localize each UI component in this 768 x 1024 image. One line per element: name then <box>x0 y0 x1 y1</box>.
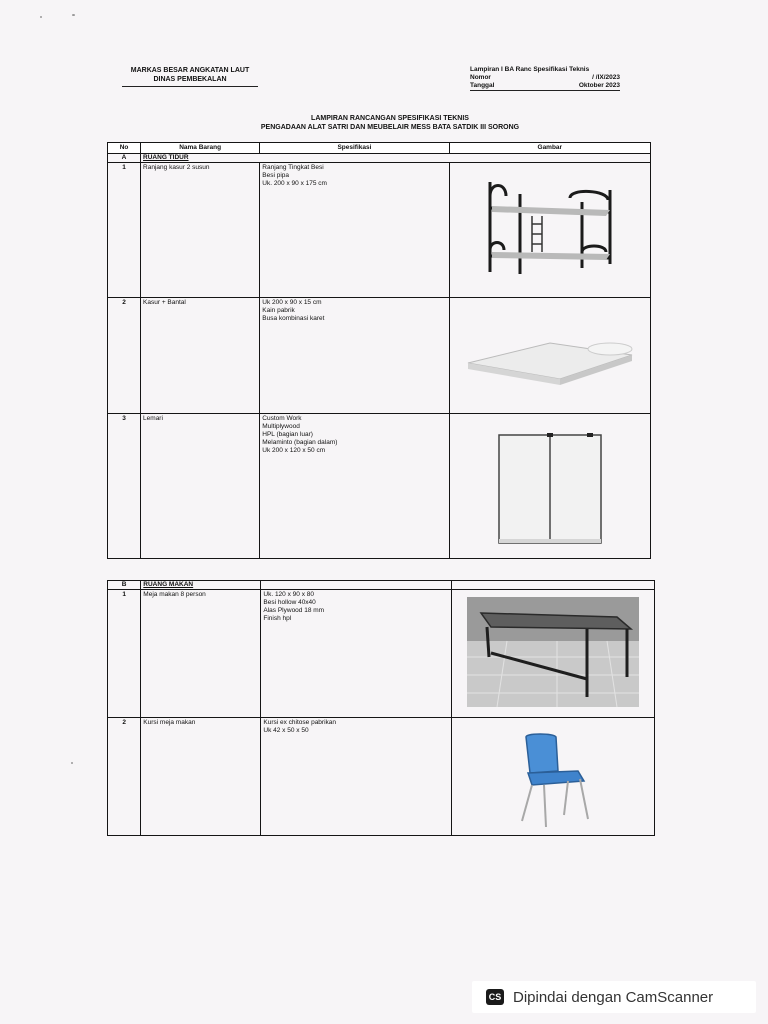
number-label: Nomor <box>470 74 491 81</box>
spec-table-dining-room <box>107 580 655 836</box>
spec-line: Besi hollow 40x40 <box>263 599 316 606</box>
row-number: 2 <box>108 298 141 414</box>
item-spec <box>261 718 452 836</box>
table-row <box>108 163 651 298</box>
spec-line: Uk 200 x 120 x 50 cm <box>262 447 326 454</box>
item-name: Ranjang kasur 2 susun <box>141 163 260 298</box>
row-number: 1 <box>108 590 141 718</box>
scan-speck <box>71 762 73 764</box>
bunk-bed-image <box>470 172 630 282</box>
item-spec <box>260 414 449 559</box>
item-image-cell <box>452 718 655 836</box>
header-org-line1: MARKAS BESAR ANGKATAN LAUT <box>130 67 250 74</box>
title-line2: PENGADAAN ALAT SATRI DAN MEUBELAIR MESS BATA SATDIK III SORONG <box>260 124 520 131</box>
dining-table-image <box>467 597 639 707</box>
date-value: Oktober 2023 <box>578 82 620 89</box>
item-image-cell <box>452 590 655 718</box>
spec-line: Busa kombinasi karet <box>262 315 325 322</box>
scan-speck <box>72 14 75 16</box>
item-name: Kursi meja makan <box>141 718 261 836</box>
mattress-image <box>460 321 640 391</box>
item-name: Meja makan 8 person <box>141 590 261 718</box>
section-row-b <box>108 581 655 590</box>
table-row <box>108 590 655 718</box>
header-spec: Spesifikasi <box>260 143 449 154</box>
spec-line: Uk. 200 x 90 x 175 cm <box>262 180 327 187</box>
section-letter: A <box>108 154 141 163</box>
spec-line: Finish hpl <box>263 615 292 622</box>
section-label: RUANG MAKAN <box>141 581 261 590</box>
table-row <box>108 298 651 414</box>
section-empty-cell <box>452 581 655 590</box>
table-header-row <box>108 143 651 154</box>
spec-line: Uk 200 x 90 x 15 cm <box>262 299 322 306</box>
number-value: / /IX/2023 <box>592 74 620 81</box>
spec-line: Multiplywood <box>262 423 300 430</box>
dining-chair-image <box>508 731 598 831</box>
header-name: Nama Barang <box>141 143 260 154</box>
spec-table-sleeping-room <box>107 142 651 559</box>
spec-line: Custom Work <box>262 415 302 422</box>
header-right <box>470 66 620 91</box>
row-number: 3 <box>108 414 141 559</box>
spec-line: Melaminto (bagian dalam) <box>262 439 338 446</box>
item-name: Kasur + Bantal <box>141 298 260 414</box>
spec-line: Kain pabrik <box>262 307 295 314</box>
item-spec <box>260 163 449 298</box>
table-row <box>108 414 651 559</box>
item-spec <box>260 298 449 414</box>
item-image-cell <box>449 298 650 414</box>
row-number: 2 <box>108 718 141 836</box>
wardrobe-image <box>495 429 605 549</box>
header-number <box>470 74 620 82</box>
attachment-label: Lampiran I BA Ranc Spesifikasi Teknis <box>470 66 590 73</box>
camscanner-watermark <box>472 981 756 1013</box>
spec-line: Uk. 120 x 90 x 80 <box>263 591 314 598</box>
header-org-line2: DINAS PEMBEKALAN <box>153 76 227 83</box>
spec-line: Kursi ex chitose pabrikan <box>263 719 337 726</box>
item-image-cell <box>449 414 650 559</box>
item-name: Lemari <box>141 414 260 559</box>
date-label: Tanggal <box>470 82 495 89</box>
table-row <box>108 718 655 836</box>
camscanner-text: Dipindai dengan CamScanner <box>513 988 714 1006</box>
spec-line: Uk 42 x 50 x 50 <box>263 727 309 734</box>
section-letter: B <box>108 581 141 590</box>
title-line1: LAMPIRAN RANCANGAN SPESIFIKASI TEKNIS <box>311 115 469 122</box>
spec-line: Besi pipa <box>262 172 290 179</box>
header-underline <box>122 86 258 87</box>
header-date <box>470 82 620 91</box>
header-left <box>122 66 258 87</box>
spec-line: Alas Plywood 18 mm <box>263 607 325 614</box>
header-no: No <box>108 143 141 154</box>
item-image-cell <box>449 163 650 298</box>
item-spec <box>261 590 452 718</box>
row-number: 1 <box>108 163 141 298</box>
header-image: Gambar <box>449 143 650 154</box>
spec-line: HPL (bagian luar) <box>262 431 313 438</box>
header-attachment <box>470 66 620 74</box>
document-title <box>200 114 580 132</box>
section-row-a <box>108 154 651 163</box>
scan-speck <box>40 16 42 18</box>
camscanner-logo-icon: CS <box>486 989 504 1005</box>
section-empty-cell <box>261 581 452 590</box>
section-label: RUANG TIDUR <box>141 154 651 163</box>
spec-line: Ranjang Tingkat Besi <box>262 164 324 171</box>
